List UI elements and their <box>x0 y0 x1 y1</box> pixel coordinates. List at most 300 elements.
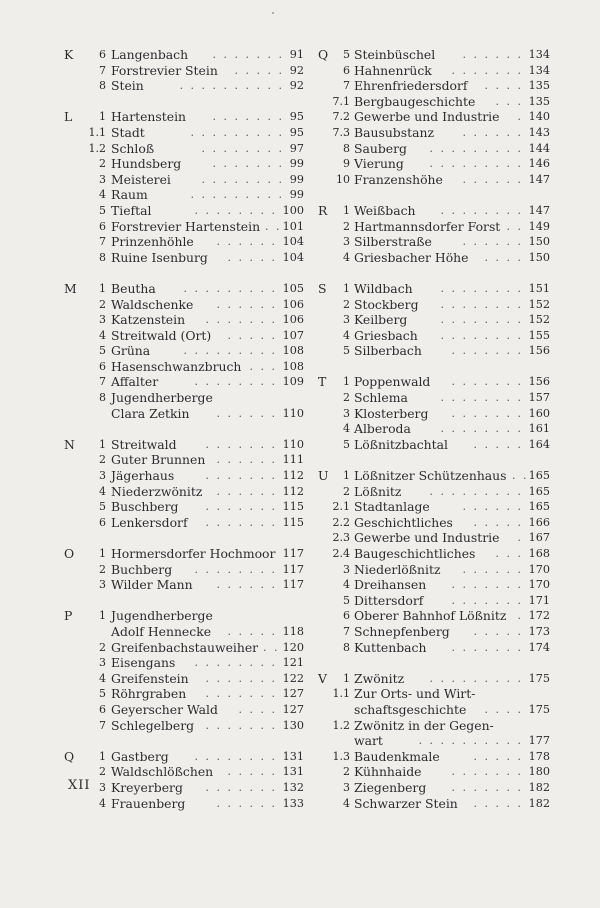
entry-label: Klosterberg <box>354 405 429 421</box>
entry-label: Ziegenberg <box>354 779 427 795</box>
index-entry <box>64 452 304 468</box>
index-entry <box>64 359 304 375</box>
entry-page-number: 108 <box>282 344 304 358</box>
leader-dots: . . . . . . . <box>205 313 277 327</box>
entry-label: Greifenbachstauweiher <box>111 639 259 655</box>
entry-page-number: 164 <box>528 437 550 451</box>
leader-dots: . . <box>265 219 282 233</box>
entry-number: 3 <box>99 578 106 592</box>
index-group <box>64 608 304 733</box>
leader-dots: . . . . . . . <box>212 157 284 171</box>
entry-label: Steinbüschel <box>354 47 436 62</box>
entry-page-number: 174 <box>528 640 550 654</box>
entry-number: 1 <box>99 437 106 451</box>
index-entry <box>64 796 304 812</box>
entry-number: 1.1 <box>88 125 106 139</box>
entry-number: 4 <box>99 484 106 498</box>
entry-label: Schwarzer Stein <box>354 795 458 811</box>
leader-dots: . . . . . . <box>462 235 523 249</box>
index-group <box>64 109 304 265</box>
entry-number: 1.2 <box>88 141 106 155</box>
entry-label: Röhrgraben <box>111 686 187 702</box>
entry-number: 1 <box>343 203 350 217</box>
index-entry <box>64 156 304 172</box>
leader-dots: . . . . . . . <box>451 640 523 654</box>
entry-number: 1 <box>343 281 350 295</box>
entry-label: Grüna <box>111 343 151 359</box>
index-entry <box>318 141 550 157</box>
entry-number: 8 <box>343 141 350 155</box>
leader-dots: . . . . . . . . <box>194 749 277 763</box>
section-letter: R <box>318 202 328 218</box>
index-group <box>318 671 550 811</box>
entry-label: Bergbaugeschichte <box>354 93 476 109</box>
index-entry <box>64 374 304 390</box>
leader-dots: . . . . . . . <box>205 500 277 514</box>
entry-number: 7 <box>99 235 106 249</box>
index-entry <box>318 702 550 718</box>
entry-page-number: 91 <box>289 48 304 61</box>
entry-page-number: 151 <box>528 281 550 295</box>
entry-number: 1 <box>343 671 350 685</box>
entry-page-number: 97 <box>289 141 304 155</box>
leader-dots: . . . . . . . . <box>440 203 523 217</box>
entry-number: 2 <box>99 765 106 779</box>
entry-number: 5 <box>99 500 106 514</box>
entry-label: Affalter <box>111 374 159 390</box>
entry-number: 8 <box>343 640 350 654</box>
entry-page-number: 133 <box>282 796 304 810</box>
leader-dots: . . . . . . <box>216 297 277 311</box>
entry-label: Clara Zetkin <box>111 405 190 421</box>
index-entry <box>318 515 550 531</box>
entry-page-number: 180 <box>528 765 550 779</box>
entry-page-number: 100 <box>282 203 304 217</box>
entry-label: Waldschenke <box>111 296 194 312</box>
leader-dots: . . . . . . . <box>451 406 523 420</box>
index-group <box>64 437 304 531</box>
entry-number: 2.3 <box>332 531 350 545</box>
index-entry <box>64 172 304 188</box>
index-entry <box>318 749 550 765</box>
leader-dots: . . . . . . . <box>212 48 284 61</box>
entry-label: Streitwald (Ort) <box>111 327 212 343</box>
entry-label: Gewerbe und Industrie <box>354 530 500 546</box>
index-entry <box>64 577 304 593</box>
entry-page-number: 168 <box>528 547 550 560</box>
index-entry <box>64 78 304 94</box>
leader-dots: . <box>517 110 523 124</box>
entry-label: Jugendherberge <box>111 608 213 624</box>
index-entry <box>64 640 304 656</box>
index-entry <box>318 608 550 624</box>
entry-page-number: 152 <box>528 313 550 327</box>
entry-label: Schlema <box>354 390 408 406</box>
index-entry <box>318 718 550 734</box>
entry-number: 2.4 <box>332 547 350 560</box>
index-entry <box>318 593 550 609</box>
entry-number: 2 <box>343 765 350 779</box>
entry-label: Langenbach <box>111 47 189 62</box>
entry-label: Zur Orts- und Wirt- <box>354 686 476 702</box>
entry-number: 3 <box>99 313 106 327</box>
leader-dots: . . . . . . <box>216 578 277 592</box>
entry-number: 1 <box>99 609 106 623</box>
entry-label: Stein <box>111 78 144 94</box>
entry-page-number: 92 <box>289 63 304 77</box>
entry-page-number: 99 <box>289 172 304 186</box>
leader-dots: . . . . . . . <box>205 780 277 794</box>
entry-page-number: 117 <box>282 547 304 560</box>
index-entry <box>318 686 550 702</box>
entry-label: Zwönitz <box>354 670 405 686</box>
index-group <box>318 468 550 655</box>
entry-number: 1 <box>99 281 106 295</box>
leader-dots: . . . . . . . <box>205 437 277 451</box>
leader-dots: . . . . . . <box>216 453 277 467</box>
index-entry <box>64 390 304 406</box>
entry-page-number: 108 <box>282 359 304 373</box>
index-entry <box>64 63 304 79</box>
leader-dots: . <box>517 531 523 545</box>
index-entry <box>318 203 550 219</box>
index-entry <box>64 702 304 718</box>
index-entry <box>64 343 304 359</box>
leader-dots: . . . . . <box>473 796 523 810</box>
index-entry <box>64 484 304 500</box>
entry-label: Guter Brunnen <box>111 452 206 468</box>
index-entry <box>318 343 550 359</box>
leader-dots: . . <box>263 640 280 654</box>
entry-number: 6 <box>99 359 106 373</box>
entry-label: Forstrevier Hartenstein <box>111 218 261 234</box>
entry-page-number: 99 <box>289 157 304 171</box>
entry-label: Alberoda <box>354 421 411 437</box>
entry-number: 2 <box>99 157 106 171</box>
index-entry <box>318 530 550 546</box>
leader-dots: . . . . . . <box>462 562 523 576</box>
entry-number: 6 <box>99 48 106 61</box>
entry-number: 1 <box>99 749 106 763</box>
index-entry <box>318 172 550 188</box>
entry-label: Waldschlößchen <box>111 764 214 780</box>
entry-label: Baugeschichtliches <box>354 546 476 561</box>
entry-page-number: 131 <box>282 765 304 779</box>
entry-number: 5 <box>99 203 106 217</box>
index-entry <box>64 187 304 203</box>
entry-label: Schloß <box>111 140 155 156</box>
leader-dots: . . . . . . . <box>451 344 523 358</box>
leader-dots: . . . . . . <box>462 500 523 514</box>
entry-page-number: 147 <box>528 203 550 217</box>
index-entry <box>64 47 304 63</box>
entry-label: Silberbach <box>354 343 422 359</box>
section-letter: Q <box>318 47 329 62</box>
entry-number: 1.3 <box>332 749 350 763</box>
entry-page-number: 115 <box>282 500 304 514</box>
leader-dots: . . . <box>249 359 277 373</box>
entry-label: Raum <box>111 187 148 203</box>
entry-page-number: 107 <box>282 328 304 342</box>
section-letter: P <box>64 608 73 624</box>
index-entry <box>64 764 304 780</box>
leader-dots: . . . . . . . . <box>440 281 523 295</box>
leader-dots: . . . . . <box>227 328 277 342</box>
entry-label: Zwönitz in der Gegen- <box>354 717 494 733</box>
entry-page-number: 147 <box>528 172 550 186</box>
entry-page-number: 121 <box>282 656 304 670</box>
entry-label: Kühnhaide <box>354 764 422 780</box>
leader-dots: . . . . . . . . <box>440 313 523 327</box>
entry-label: Niederzwönitz <box>111 483 203 499</box>
index-entry <box>318 63 550 79</box>
leader-dots: . . . . . . . <box>205 469 277 483</box>
entry-page-number: 131 <box>282 749 304 763</box>
entry-number: 3 <box>343 313 350 327</box>
index-entry <box>318 78 550 94</box>
entry-number: 5 <box>343 593 350 607</box>
leader-dots: . . . . . <box>473 437 523 451</box>
leader-dots: . . . . . . <box>216 796 277 810</box>
entry-label: Sauberg <box>354 140 407 156</box>
index-entry <box>318 562 550 578</box>
entry-number: 7 <box>343 79 350 93</box>
leader-dots: . . . . . . . . <box>201 172 284 186</box>
entry-label: Ruine Isenburg <box>111 249 208 265</box>
entry-number: 3 <box>343 235 350 249</box>
index-entry <box>318 328 550 344</box>
index-entry <box>318 125 550 141</box>
leader-dots: . . . . . . <box>462 125 523 139</box>
entry-label: Dittersdorf <box>354 592 424 608</box>
index-column-left <box>64 47 304 827</box>
entry-label: Stadt <box>111 124 145 140</box>
entry-page-number: 166 <box>528 515 550 529</box>
leader-dots: . . . . . . . . . . <box>418 734 523 748</box>
leader-dots: . . . . . . <box>462 48 523 61</box>
entry-page-number: 182 <box>528 796 550 810</box>
leader-dots: . . . . . . . . <box>194 562 277 576</box>
entry-number: 3 <box>99 656 106 670</box>
index-entry <box>318 406 550 422</box>
leader-dots: . . . . . . . . <box>440 297 523 311</box>
entry-label: Griesbach <box>354 327 418 343</box>
index-entry <box>64 468 304 484</box>
entry-label: Lenkersdorf <box>111 514 188 530</box>
entry-label: Greifenstein <box>111 670 189 686</box>
index-column-right <box>318 47 550 827</box>
entry-number: 2 <box>343 391 350 405</box>
entry-label: Kuttenbach <box>354 639 427 655</box>
index-entry <box>318 780 550 796</box>
leader-dots: . . . . . . . <box>451 63 523 77</box>
entry-page-number: 165 <box>528 484 550 498</box>
leader-dots: . . . . . . <box>216 484 277 498</box>
leader-dots: . . . . . . . . <box>194 203 277 217</box>
index-entry <box>318 234 550 250</box>
entry-number: 6 <box>343 63 350 77</box>
leader-dots: . . . . . . . . <box>440 422 523 436</box>
entry-number: 8 <box>99 250 106 264</box>
leader-dots: . . . . . . . . . . <box>179 79 284 93</box>
entry-number: 5 <box>99 687 106 701</box>
entry-number: 2 <box>343 484 350 498</box>
index-entry <box>318 281 550 297</box>
entry-page-number: 167 <box>528 531 550 545</box>
entry-label: Buschberg <box>111 499 179 515</box>
entry-label: Eisengans <box>111 655 176 671</box>
entry-page-number: 134 <box>528 48 550 61</box>
index-entry <box>318 764 550 780</box>
entry-number: 3 <box>99 780 106 794</box>
entry-number: 2 <box>99 297 106 311</box>
index-entry <box>318 297 550 313</box>
entry-label: Kreyerberg <box>111 779 183 795</box>
entry-label: Keilberg <box>354 312 408 328</box>
leader-dots: . . . . . <box>227 624 277 638</box>
print-speck <box>272 12 274 14</box>
entry-label: Geschichtliches <box>354 514 453 530</box>
entry-label: Tieftal <box>111 202 152 218</box>
entry-label: Lößnitz <box>354 483 402 499</box>
leader-dots: . . . . . <box>234 63 284 77</box>
entry-label: Katzenstein <box>111 312 186 328</box>
section-letter: K <box>64 47 74 62</box>
entry-label: Hartenstein <box>111 109 187 125</box>
index-entry <box>64 624 304 640</box>
entry-label: Oberer Bahnhof Lößnitz <box>354 608 507 624</box>
entry-page-number: 99 <box>289 188 304 202</box>
leader-dots: . . . . . . . <box>212 110 284 124</box>
entry-page-number: 150 <box>528 235 550 249</box>
entry-page-number: 155 <box>528 328 550 342</box>
entry-page-number: 104 <box>282 250 304 264</box>
index-entry <box>64 780 304 796</box>
entry-label: Jugendherberge <box>111 390 213 406</box>
entry-number: 1 <box>99 547 106 560</box>
index-entry <box>318 312 550 328</box>
leader-dots: . . . . <box>484 250 523 264</box>
leader-dots: . . . . <box>484 702 523 716</box>
leader-dots: . . . . . . . . <box>194 375 277 389</box>
index-group <box>318 203 550 265</box>
index-entry <box>64 686 304 702</box>
entry-page-number: 92 <box>289 79 304 93</box>
entry-number: 3 <box>343 780 350 794</box>
leader-dots: . . . . . . . . . <box>183 344 277 358</box>
entry-number: 4 <box>99 188 106 202</box>
entry-label: Weißbach <box>354 202 416 218</box>
index-entry <box>64 312 304 328</box>
entry-number: 3 <box>343 562 350 576</box>
index-entry <box>64 499 304 515</box>
section-letter: N <box>64 436 75 452</box>
entry-page-number: 182 <box>528 780 550 794</box>
entry-number: 2 <box>99 562 106 576</box>
index-entry <box>64 437 304 453</box>
entry-page-number: 160 <box>528 406 550 420</box>
index-group <box>318 47 550 187</box>
index-entry <box>64 562 304 578</box>
entry-number: 10 <box>336 172 350 186</box>
leader-dots: . . . . <box>238 702 277 716</box>
entry-number: 2 <box>343 219 350 233</box>
index-group <box>64 546 304 593</box>
entry-number: 6 <box>99 515 106 529</box>
leader-dots: . . . . <box>484 79 523 93</box>
section-letter: T <box>318 374 327 390</box>
entry-number: 3 <box>343 406 350 420</box>
index-entry <box>318 796 550 812</box>
entry-number: 1 <box>343 469 350 483</box>
entry-page-number: 117 <box>282 562 304 576</box>
index-entry <box>318 109 550 125</box>
entry-number: 7.1 <box>332 94 350 108</box>
entry-page-number: 120 <box>282 640 304 654</box>
entry-number: 7 <box>99 63 106 77</box>
entry-page-number: 144 <box>528 141 550 155</box>
index-group <box>64 749 304 811</box>
entry-page-number: 150 <box>528 250 550 264</box>
index-entry <box>64 406 304 422</box>
leader-dots: . . . . . <box>473 749 523 763</box>
leader-dots: . . . . . . . . <box>201 141 284 155</box>
index-entry <box>318 250 550 266</box>
entry-number: 1.1 <box>332 687 350 701</box>
leader-dots: . . . . . . . <box>451 375 523 389</box>
entry-label: Stockberg <box>354 296 419 312</box>
entry-page-number: 140 <box>528 110 550 124</box>
index-entry <box>318 94 550 110</box>
entry-number: 4 <box>99 671 106 685</box>
leader-dots: . . . . . . . <box>205 687 277 701</box>
entry-number: 5 <box>343 344 350 358</box>
entry-number: 5 <box>343 437 350 451</box>
entry-number: 2.2 <box>332 515 350 529</box>
entry-page-number: 135 <box>528 79 550 93</box>
leader-dots: . . . . . . . <box>451 593 523 607</box>
index-entry <box>318 484 550 500</box>
index-entry <box>64 718 304 734</box>
entry-page-number: 170 <box>528 578 550 592</box>
entry-page-number: 171 <box>528 593 550 607</box>
entry-label: Ehrenfriedersdorf <box>354 78 468 94</box>
entry-label: Geyerscher Wald <box>111 701 218 717</box>
leader-dots: . . . . . . . . <box>440 328 523 342</box>
leader-dots: . . . . . . . <box>205 671 277 685</box>
leader-dots: . . <box>512 469 529 483</box>
index-entry <box>318 733 550 749</box>
index-entry <box>64 281 304 297</box>
index-entry <box>64 297 304 313</box>
entry-page-number: 104 <box>282 235 304 249</box>
index-entry <box>64 125 304 141</box>
entry-label: Gewerbe und Industrie <box>354 109 500 125</box>
entry-page-number: 127 <box>282 702 304 716</box>
index-entry <box>318 47 550 63</box>
entry-number: 7 <box>99 718 106 732</box>
entry-number: 7 <box>99 375 106 389</box>
index-entry <box>64 109 304 125</box>
leader-dots: . . . . . . . . . <box>190 125 284 139</box>
entry-label: Beutha <box>111 280 156 296</box>
entry-page-number: 135 <box>528 94 550 108</box>
index-group <box>64 47 304 94</box>
entry-number: 3 <box>99 172 106 186</box>
section-letter: S <box>318 280 327 296</box>
entry-label: Schnepfenberg <box>354 623 450 639</box>
entry-page-number: 165 <box>528 469 550 483</box>
